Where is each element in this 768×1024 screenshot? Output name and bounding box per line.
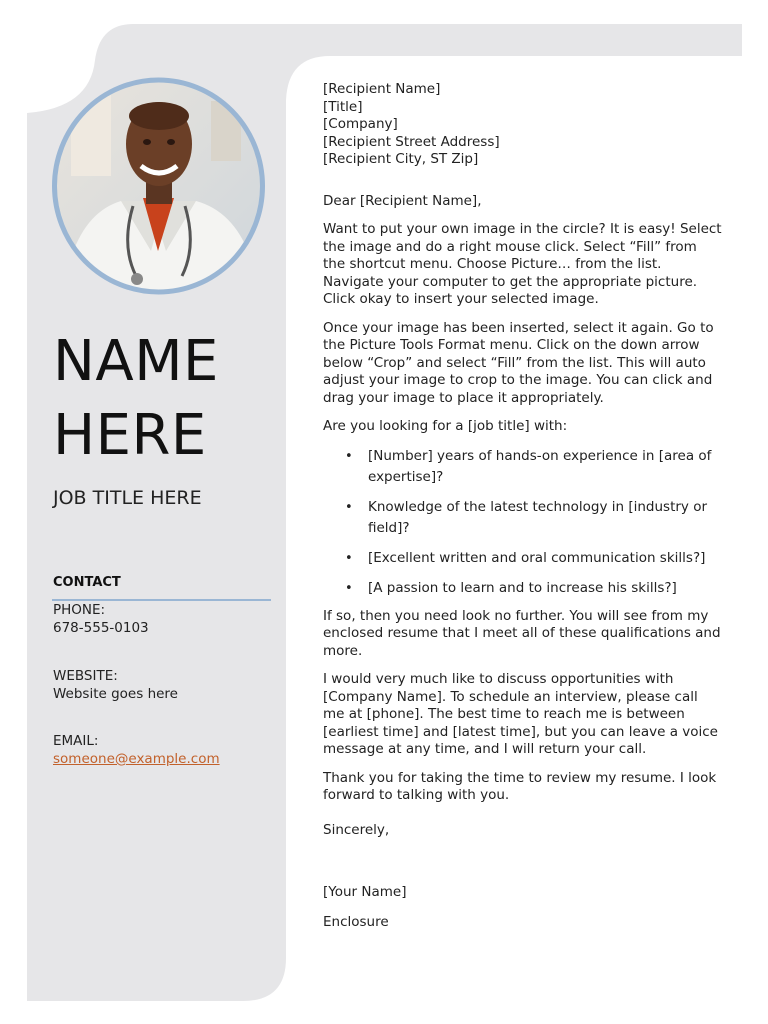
- email-label: EMAIL:: [53, 733, 99, 749]
- contact-heading: CONTACT: [53, 575, 121, 590]
- recipient-title: [Title]: [323, 98, 363, 115]
- bullet-icon: •: [345, 550, 353, 566]
- website-value: Website goes here: [53, 686, 178, 702]
- full-name: [53, 325, 283, 473]
- email-block: [53, 732, 220, 768]
- list-item-text: [A passion to learn and to increase his skills?]: [368, 579, 677, 596]
- salutation: Dear [Recipient Name],: [323, 192, 482, 209]
- list-item: [323, 578, 723, 599]
- closing: Sincerely,: [323, 821, 390, 838]
- email-link[interactable]: someone@example.com: [53, 751, 220, 767]
- paragraph-6: Thank you for taking the time to review my resume. I look forward to talking with you.: [323, 769, 717, 803]
- list-item: [323, 446, 723, 488]
- bullet-icon: •: [345, 499, 353, 515]
- name-line-1: NAME: [53, 329, 219, 394]
- name-line-2: HERE: [53, 403, 207, 468]
- list-item-text: Knowledge of the latest technology in [industry or field]?: [368, 498, 708, 536]
- qualifications-list: [323, 446, 723, 599]
- list-item-text: [Excellent written and oral communication skills?]: [368, 549, 706, 566]
- job-title: JOB TITLE HERE: [53, 487, 202, 509]
- paragraph-3: Are you looking for a [job title] with:: [323, 418, 568, 434]
- recipient-name: [Recipient Name]: [323, 81, 441, 97]
- list-item: [323, 548, 723, 569]
- phone-value: 678-555-0103: [53, 620, 149, 636]
- bullet-icon: •: [345, 448, 353, 464]
- recipient-address: [323, 81, 723, 169]
- paragraph-2: Once your image has been inserted, select it again. Go to the Picture Tools Format menu. Click on the down arrow below “Crop” and select “Fill” from the list. This will auto adjust your image to crop to the image. You can click and drag your image to place it appropriately.: [323, 319, 714, 406]
- letter-body: [323, 81, 723, 931]
- paragraph-5: I would very much like to discuss opportunities with [Company Name]. To schedule an interview, please call me at [phone]. The best time to reach me is between [earliest time] and [latest time], but you can leave a voice message at any time, and I will return your call.: [323, 671, 718, 757]
- paragraph-4: If so, then you need look no further. You will see from my enclosed resume that I meet all of these qualifications and more.: [323, 607, 721, 659]
- recipient-city: [Recipient City, ST Zip]: [323, 151, 479, 167]
- enclosure: Enclosure: [323, 913, 389, 930]
- signature-name: [Your Name]: [323, 884, 407, 900]
- list-item-text: [Number] years of hands-on experience in [area of expertise]?: [368, 447, 712, 485]
- list-item: [323, 497, 723, 539]
- profile-photo[interactable]: [51, 76, 266, 296]
- phone-label: PHONE:: [53, 602, 106, 618]
- website-block: [53, 667, 178, 703]
- phone-block: [53, 601, 149, 637]
- recipient-street: [Recipient Street Address]: [323, 133, 500, 150]
- bullet-icon: •: [345, 580, 353, 596]
- paragraph-1: Want to put your own image in the circle? It is easy! Select the image and do a right mouse click. Select “Fill” from the shortcut menu. Choose Picture… from the list. Navigate your computer to get the appropriate picture. Click okay to insert your selected image.: [323, 221, 722, 307]
- recipient-company: [Company]: [323, 116, 398, 132]
- website-label: WEBSITE:: [53, 668, 118, 684]
